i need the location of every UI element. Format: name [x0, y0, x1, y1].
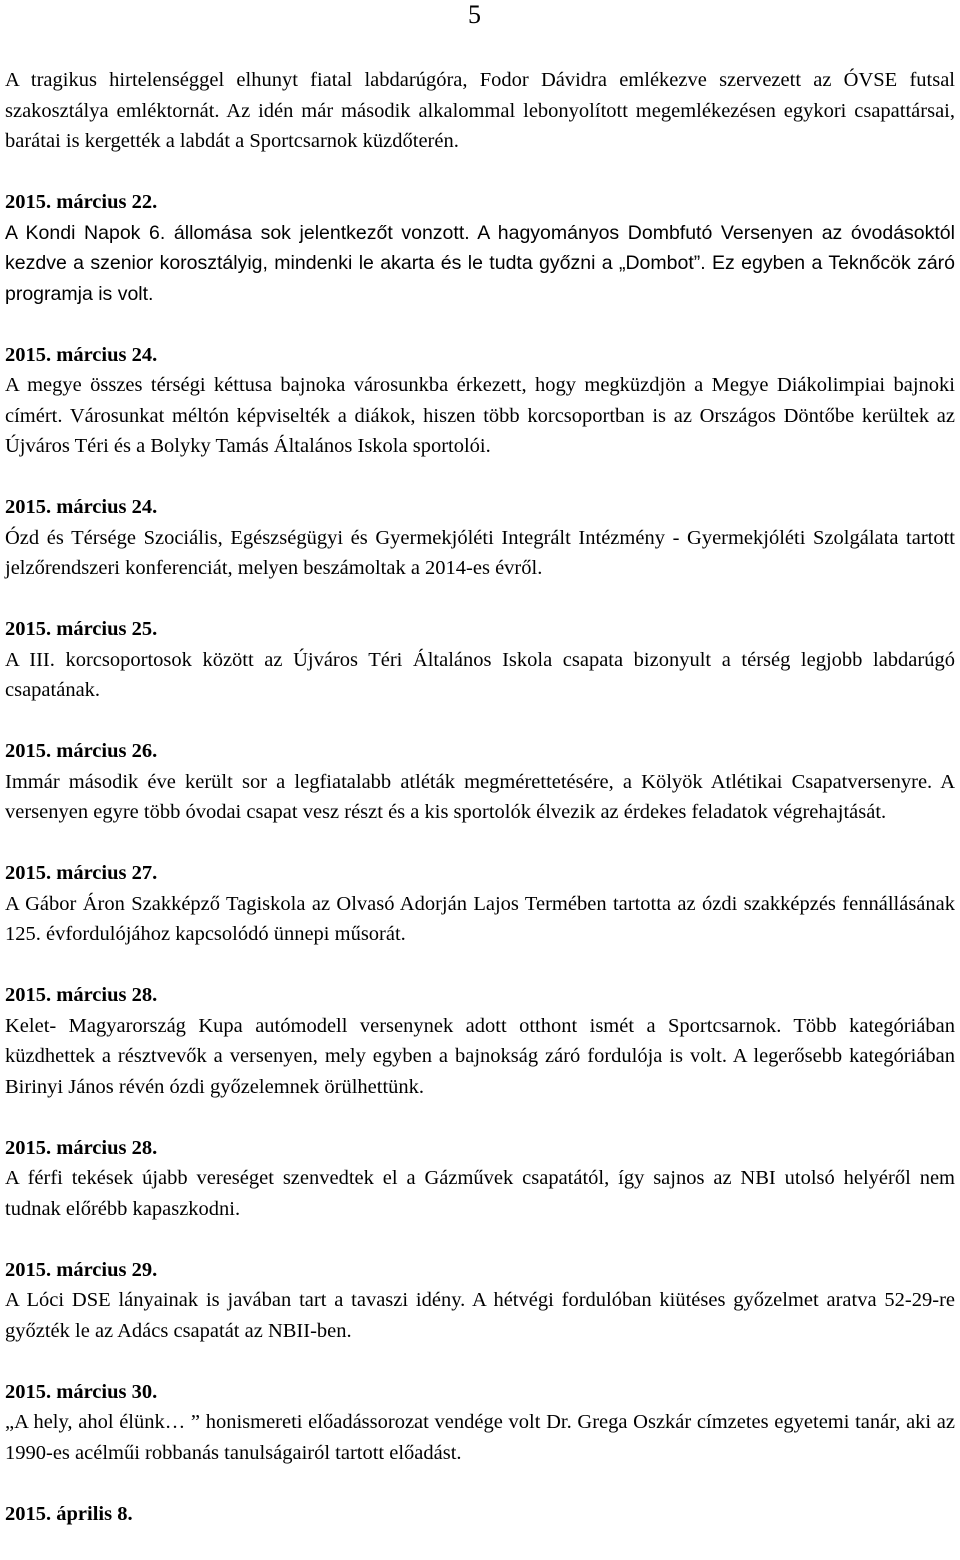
entry-text: A III. korcsoportosok között az Újváros Téri Általános Iskola csapata bizonyult a térség legjobb labdarúgó csapatának. [5, 648, 955, 701]
entry-text: A férfi tekések újabb vereséget szenvedtek el a Gázművek csapatától, így sajnos az NBI utolsó helyéről nem tudnak előrébb kapaszkodni. [5, 1167, 955, 1220]
entry-date: 2015. március 29. [5, 1258, 158, 1281]
entry-text: A megye összes térségi kéttusa bajnoka városunkba érkezett, hogy megküzdjön a Megye Diákolimpiai bajnoki címért. Városunkat méltón képviselték a diákok, hiszen több korcsoportban is az Országos Döntőbe kerültek az Újváros Téri és a Bolyky Tamás Általános Iskola sportolói. [5, 374, 955, 457]
entry-date: 2015. március 25. [5, 618, 158, 640]
news-entry [5, 492, 955, 584]
document-body [5, 65, 955, 1560]
news-entry [5, 340, 955, 462]
news-entry [5, 65, 955, 157]
entry-date: 2015. március 28. [5, 1136, 158, 1159]
entry-date: 2015. április 8. [5, 1502, 133, 1525]
news-entry [5, 1133, 955, 1225]
news-entry [5, 858, 955, 950]
entry-date: 2015. március 22. [5, 191, 158, 213]
entry-text: „A hely, ahol élünk… ” honismereti előadássorozat vendége volt Dr. Grega Oszkár címzetes egyetemi tanár, aki az 1990-es acélműi robbanás tanulságairól tartott előadást. [5, 1411, 955, 1464]
entry-text: Immár második éve került sor a legfiatalabb atléták megmérettetésére, a Kölyök Atlétikai Csapatversenyre. A versenyen egyre több óvodai csapat vesz részt és a kis sportolók élvezik az érdekes feladatok végrehajtását. [5, 770, 955, 823]
entry-text: Ózd és Térsége Szociális, Egészségügyi és Gyermekjóléti Integrált Intézmény - Gyermekjóléti Szolgálata tartott jelzőrendszeri konferenciát, melyen beszámoltak a 2014-es évről. [5, 526, 955, 579]
news-entry [5, 1255, 955, 1347]
entry-date: 2015. március 26. [5, 740, 158, 762]
entry-date: 2015. március 24. [5, 496, 158, 518]
entry-text: A tragikus hirtelenséggel elhunyt fiatal labdarúgóra, Fodor Dávidra emlékezve szervezett az ÓVSE futsal szakosztálya emléktornát. Az idén már második alkalommal lebonyolított megemlékezésen egykori csapattársai, barátai is kergették a labdát a Sportcsarnok küzdőterén. [5, 69, 955, 152]
news-entry [5, 1377, 955, 1469]
news-entry [5, 614, 955, 706]
page-number: 5 [468, 0, 481, 29]
news-entry [5, 1499, 955, 1530]
entry-date: 2015. március 24. [5, 343, 158, 366]
news-entry [5, 980, 955, 1102]
news-entry [5, 736, 955, 828]
news-entry [5, 187, 955, 309]
entry-text: A Lóci DSE lányainak is javában tart a tavaszi idény. A hétvégi fordulóban kiütéses győzelmet aratva 52-29-re győzték le az Adács csapatát az NBII-ben. [5, 1289, 955, 1342]
entry-text: A Gábor Áron Szakképző Tagiskola az Olvasó Adorján Lajos Termében tartotta az ózdi szakképzés fennállásának 125. évfordulójához kapcsolódó ünnepi műsorát. [5, 892, 955, 945]
entry-date: 2015. március 30. [5, 1380, 158, 1403]
entry-date: 2015. március 27. [5, 862, 158, 884]
entry-text: A Kondi Napok 6. állomása sok jelentkezőt vonzott. A hagyományos Dombfutó Versenyen az óvodásoktól kezdve a szenior korosztályig, mindenki le akarta és le tudta győzni a „Dombot”. Ez egyben a Teknőcök záró programja is volt. [5, 221, 955, 305]
entry-date: 2015. március 28. [5, 984, 158, 1006]
entry-text: Kelet- Magyarország Kupa autómodell versenynek adott otthont ismét a Sportcsarnok. Több kategóriában küzdhettek a résztvevők a versenyen, mely egyben a bajnokság záró fordulója is volt. A legerősebb kategóriában Birinyi János révén ózdi győzelemnek örülhettünk. [5, 1014, 955, 1098]
